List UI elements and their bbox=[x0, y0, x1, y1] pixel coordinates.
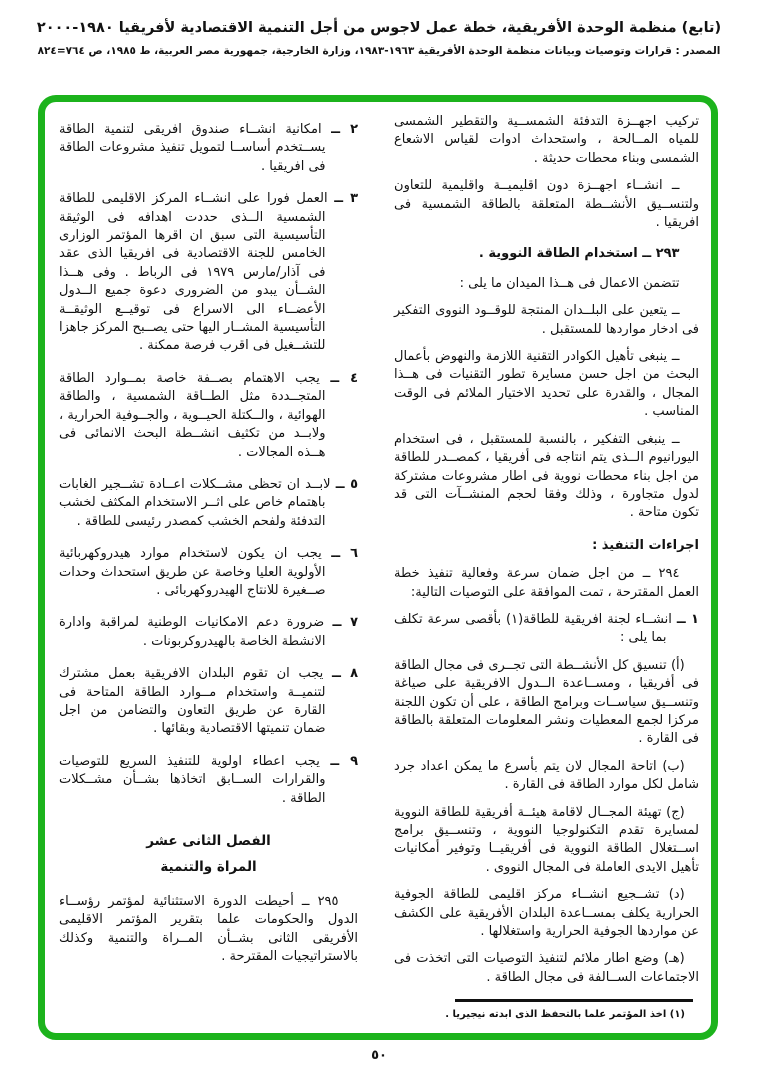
item-number: ٦ ــ bbox=[331, 546, 358, 562]
sub-item-c: (ج) تهيئة المجــال لاقامة هيئــة أفريقية للطاقة النووية لمسايرة تقدم التكنولوجيا النووية ، وتنســيق برامج اســتغلال الطاقة النووية فى أفريقيــا وتوفير أمكانيات تأهيل الايدى العاملة فى المجال النووى . bbox=[394, 804, 699, 875]
item-number: ٢ ــ bbox=[331, 122, 358, 137]
list-item-3 bbox=[59, 190, 358, 356]
left-column bbox=[59, 113, 358, 1033]
green-border-frame bbox=[38, 95, 718, 1040]
list-item-4 bbox=[59, 370, 358, 462]
list-item-6 bbox=[59, 545, 358, 600]
item-text: يجب اعطاء اولوية للتنفيذ السريع للتوصيات والقرارات الســابق اتخاذها بشــأن مشــكلات الطاقة . bbox=[59, 753, 326, 806]
list-item-2 bbox=[59, 121, 358, 176]
recommendation-item-1 bbox=[394, 611, 699, 648]
paragraph-294: ٢٩٤ ــ من اجل ضمان سرعة وفعالية تنفيذ خطة العمل المقترحة ، تمت الموافقة على التوصيات التالية: bbox=[394, 566, 699, 600]
procedures-heading: اجراءات التنفيذ : bbox=[592, 537, 699, 553]
item-number: ٧ ــ bbox=[332, 615, 359, 631]
chapter-subheading: المراة والتنمية bbox=[160, 859, 257, 876]
right-column bbox=[394, 113, 699, 1033]
chapter-heading: الفصل الثانى عشر bbox=[146, 833, 271, 849]
item-number: ٣ ــ bbox=[334, 191, 359, 207]
list-item-9 bbox=[59, 753, 358, 808]
item-text: انشــاء لجنة افريقية للطاقة(١) بأقصى سرعة تكلف بما يلى : bbox=[394, 611, 672, 646]
list-item-5 bbox=[59, 476, 358, 531]
item-text: يجب ان تقوم البلدان الافريقية بعمل مشترك لتنميــة واستخدام مــوارد الطاقة المتاحة فى القارة عن طريق التعاون والتضامن من اجل ضمان تنميتها الاقتصادية وبقائها . bbox=[59, 666, 326, 737]
item-text: يجب الاهتمام بصــفة خاصة بمــوارد الطاقة المتجــددة مثل الطــاقة الشمسية ، والطاقة الهوائية ، والــكتلة الحيــوية ، والجــوفية الحرارية ، ولابــد من تكثيف انشــطة البحث الانمائى فى هــذه المجالات . bbox=[59, 370, 326, 460]
paragraph: تركيب اجهــزة التدفئة الشمســية والتقطير الشمسى للمياه المــالحة ، واستحداث ادوات لقياس الاشعاع الشمسى وبناء محطات حديثة . bbox=[394, 114, 699, 166]
dash-paragraph: ــ ينبغى تأهيل الكوادر التقنية اللازمة والنهوض بأعمال البحث من اجل حسن مسايرة تطور التقنيات فى هــذا المجال ، والقدرة على تحديد الاختيار الملائم فى الوقت المناسب . bbox=[394, 349, 699, 420]
sub-item-e: (هـ) وضع اطار ملائم لتنفيذ التوصيات التى اتخذت فى الاجتماعات الســالفة فى مجال الطاقة . bbox=[394, 951, 699, 985]
sub-item-b: (ب) اتاحة المجال لان يتم بأسرع ما يمكن اعداد جرد شامل لكل موارد الطاقة فى القارة . bbox=[394, 758, 699, 793]
item-number: ٥ ــ bbox=[335, 476, 359, 492]
dash-paragraph: ــ انشــاء اجهــزة دون اقليميــة واقليمية للتعاون ولتنســيق الأنشــطة المتعلقة بالطاقة الشمسية فى افريقيا . bbox=[394, 178, 699, 231]
item-text: لابــد ان تحظى مشــكلات اعــادة تشــجير الغابات باهتمام خاص على اثــر الاستخدام المكثف لخشب التدفئة ولفحم الخشب كمصدر رئيسى للطاقة . bbox=[59, 476, 331, 529]
paragraph-295: ٢٩٥ ــ أحيطت الدورة الاستثنائية لمؤتمر رؤســاء الدول والحكومات علما بتقرير المؤتمر الاقليمى الأفريقى الثانى بشــأن المــراة والتنمية وكذلك بالاستراتيجيات المقترحة . bbox=[59, 893, 359, 965]
dash-paragraph: ــ ينبغى التفكير ، بالنسبة للمستقبل ، فى استخدام اليورانيوم الــذى يتم انتاجه فى أفريقيا ، كمصــدر للطاقة من اجل بناء محطات نووية فى اطار مشروعات مشتركة لدول متجاورة ، وذلك وفقا لحجم المنشــآت التى قد تكون متاحة . bbox=[394, 431, 699, 521]
sub-item-d: (د) تشــجيع انشــاء مركز اقليمى للطاقة الجوفية الحرارية يكلف بمســاعدة البلدان الأفريقية على الكشف عن مواردها الجوفية الحرارية واستغلالها . bbox=[394, 887, 699, 940]
text-columns bbox=[45, 102, 711, 1033]
section-heading-293: ٢٩٣ ــ استخدام الطاقة النووية . bbox=[478, 246, 680, 262]
item-number: ٩ ــ bbox=[330, 753, 359, 769]
item-text: ضرورة دعم الامكانيات الوطنية لمراقبة وادارة الانشطة الخاصة بالهيدروكربونات . bbox=[59, 615, 326, 649]
item-text: امكانية انشــاء صندوق افريقى لتنمية الطاقة يســتخدم أساســا لتمويل تنفيذ مشروعات الطاقة فى افريقيا . bbox=[59, 122, 326, 174]
sub-item-a: (أ) تنسيق كل الأنشــطة التى تجــرى فى مجال الطاقة فى أفريقيا ، ومســاعدة الــدول الافريقية على صياغة وتنســيق سياســات وبرامج الطاقة ، على أن تكون اللجنة مركزا لجمع المعطيات ونشر المعلومات المتعلقة بالطاقة فى القارة . bbox=[394, 657, 699, 747]
item-text: العمل فورا على انشــاء المركز الاقليمى للطاقة الشمسية الــذى حددت اهدافه فى الوثيقة التأسيسية التى سبق ان اقرها المؤتمر الوزارى الخامس للجنة الاقتصادية فى افريقيا الذى عقد فى آذار/مارس ١٩٧٩ فى الرباط . وفى هــذا الشــأن يبدو من الضرورى دعوة جميع الــدول الأعضــاء الى الاسراع فى توقيــع الوثيقــة التأسيسية المشــار اليها حتى يصــبح المركز جاهزا للتشــغيل فى اقرب فرصة ممكنة . bbox=[59, 191, 328, 354]
paragraph: تتضمن الاعمال فى هــذا الميدان ما يلى : bbox=[459, 275, 680, 291]
footnote-separator bbox=[455, 999, 693, 1002]
dash-paragraph: ــ يتعين على البلــدان المنتجة للوقــود النووى التفكير فى ادخار مواردها للمستقبل . bbox=[394, 303, 699, 337]
header-source-line: المصدر : قرارات وتوصيات وبيانات منظمة الوحدة الأفريقية ١٩٦٣-١٩٨٣، وزارة الخارجية، جمهورية مصر العربية، ط ١٩٨٥، ص ٧٦٤=٨٢٤ bbox=[37, 45, 721, 57]
list-item-7 bbox=[59, 614, 358, 651]
list-item-8 bbox=[59, 665, 358, 739]
footnote: (١) اخذ المؤتمر علما بالتحفظ الذى ابدته نيجيريا . bbox=[445, 1009, 685, 1021]
page-header bbox=[0, 20, 758, 57]
item-number: ٨ ــ bbox=[332, 666, 358, 682]
page-number: ٥٠ bbox=[371, 1048, 387, 1063]
item-text: يجب ان يكون لاستخدام موارد هيدروكهربائية الأولوية العليا وخاصة عن طريق استحداث وحدات صــغيرة للانتاج الهيدروكهربائى . bbox=[59, 546, 326, 598]
header-title: (تابع) منظمة الوحدة الأفريقية، خطة عمل لاجوس من أجل التنمية الاقتصادية لأفريقيا ١٩٨٠-٢٠٠٠ bbox=[36, 20, 722, 36]
item-number: ١ ــ bbox=[676, 611, 699, 627]
item-number: ٤ ــ bbox=[330, 370, 359, 386]
